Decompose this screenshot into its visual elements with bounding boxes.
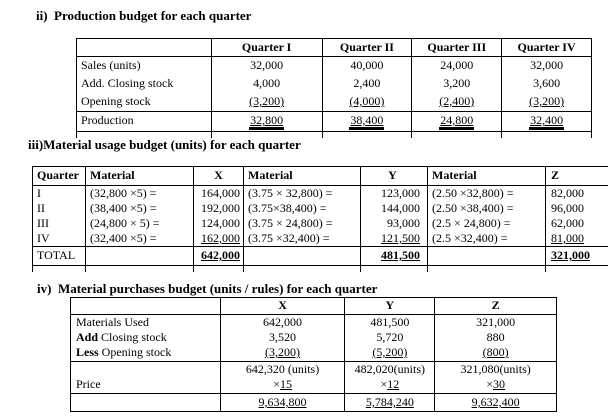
cell-value bbox=[221, 345, 346, 361]
units-subtotal: 482,020(units) bbox=[354, 362, 425, 376]
header-cell-blank bbox=[71, 298, 221, 314]
table-row-units-price bbox=[70, 362, 557, 394]
double-ruled-value: 38,400 bbox=[349, 113, 384, 130]
column-header-y: Y bbox=[345, 298, 435, 314]
column-header-x: X bbox=[221, 298, 346, 314]
cell-total bbox=[502, 112, 592, 131]
value-x bbox=[194, 231, 244, 246]
total-value: 9,634,800 bbox=[258, 395, 307, 409]
underlined-value: 162,000 bbox=[201, 231, 240, 245]
cell-value: 32,000 bbox=[502, 57, 592, 75]
underlined-value: (3,200) bbox=[529, 94, 565, 108]
units-price-cell bbox=[221, 362, 346, 393]
table-bottom-stub bbox=[32, 266, 608, 272]
cell-value: 3,600 bbox=[502, 75, 592, 93]
value-z: 82,000 bbox=[551, 186, 584, 200]
double-ruled-value: 32,800 bbox=[249, 113, 284, 130]
formula-y: (3.75×38,400) = bbox=[244, 201, 361, 216]
cell-value: 3,200 bbox=[412, 75, 502, 93]
cell-value: 32,000 bbox=[212, 57, 323, 75]
cell-value bbox=[323, 93, 413, 111]
cell-blank bbox=[244, 247, 361, 265]
underlined-value: (800) bbox=[482, 345, 509, 359]
column-header-material: Material bbox=[428, 167, 546, 185]
cell-value: 2,400 bbox=[323, 75, 413, 93]
row-label: Production bbox=[77, 112, 212, 131]
underlined-value: (4,000) bbox=[349, 94, 385, 108]
cell-blank bbox=[86, 247, 194, 265]
underlined-value: (2,400) bbox=[439, 94, 475, 108]
stub-cell bbox=[86, 266, 194, 272]
blank-line bbox=[76, 362, 217, 377]
value-y: 144,000 bbox=[361, 201, 428, 216]
table-row-quarter4 bbox=[32, 231, 608, 247]
column-header-quarter2: Quarter II bbox=[323, 39, 413, 56]
total-value: 321,000 bbox=[551, 248, 590, 262]
times-symbol: × bbox=[273, 377, 280, 391]
double-ruled-value: 24,800 bbox=[439, 113, 474, 130]
column-header-z: Z bbox=[435, 298, 557, 314]
table-row-materials-used bbox=[70, 315, 557, 330]
double-ruled-value: 32,400 bbox=[529, 113, 564, 130]
multiplier-value: 30 bbox=[493, 377, 505, 391]
stub-cell bbox=[33, 266, 86, 272]
column-header-y: Y bbox=[361, 167, 428, 185]
table-row-quarter2 bbox=[32, 201, 608, 216]
formula-x: (24,800 × 5) = bbox=[86, 216, 194, 231]
cell-value: 880 bbox=[435, 330, 557, 345]
cell-total bbox=[323, 112, 413, 131]
final-total bbox=[435, 394, 557, 411]
cell-value bbox=[502, 93, 592, 111]
section-title-production: ii) Production budget for each quarter bbox=[36, 8, 252, 23]
formula-z: (2.5 × 24,800) = bbox=[428, 216, 546, 231]
row-label bbox=[71, 315, 221, 330]
quarter-label: III bbox=[33, 216, 86, 231]
multiplier-value: 15 bbox=[279, 377, 292, 391]
table-row-opening-stock bbox=[76, 93, 592, 112]
label-text: Closing stock bbox=[98, 330, 167, 344]
value-z: 96,000 bbox=[551, 201, 584, 215]
units-price-cell bbox=[435, 362, 557, 393]
price-multiplier bbox=[224, 377, 342, 392]
cell-value: 481,500 bbox=[345, 315, 435, 330]
material-purchases-table bbox=[70, 297, 557, 412]
value-x: 124,000 bbox=[194, 216, 244, 231]
formula-z: (2.50 ×38,400) = bbox=[428, 201, 546, 216]
formula-x: (32,800 ×5) = bbox=[86, 186, 194, 201]
value-y: 93,000 bbox=[361, 216, 428, 231]
production-budget-table bbox=[76, 38, 592, 138]
value-z: 62,000 bbox=[551, 216, 584, 230]
total-value: 481,500 bbox=[381, 248, 420, 262]
value-z bbox=[546, 231, 608, 246]
price-label-cell bbox=[71, 362, 221, 393]
stub-cell bbox=[361, 266, 428, 272]
value-x: 192,000 bbox=[194, 201, 244, 216]
price-multiplier bbox=[438, 377, 553, 392]
total-value: 9,632,400 bbox=[471, 395, 520, 409]
table-row-sales bbox=[76, 57, 592, 75]
table-row-quarter3 bbox=[32, 216, 608, 231]
times-symbol: × bbox=[380, 377, 388, 391]
total-z bbox=[546, 247, 608, 265]
units-price-cell bbox=[345, 362, 435, 393]
cell-value: 5,720 bbox=[345, 330, 435, 345]
multiplier-value: 12 bbox=[387, 377, 400, 391]
times-symbol: × bbox=[486, 377, 493, 391]
units-subtotal: 642,320 (units) bbox=[245, 362, 320, 376]
cell-value bbox=[435, 345, 557, 361]
underlined-value: 81,000 bbox=[551, 231, 584, 245]
row-label bbox=[71, 345, 221, 361]
cell-value: 24,000 bbox=[412, 57, 502, 75]
value-y: 123,000 bbox=[361, 186, 428, 201]
cell-value: 321,000 bbox=[435, 315, 557, 330]
underlined-value: (5,200) bbox=[372, 345, 408, 359]
formula-z: (2.5 ×32,400) = bbox=[428, 231, 546, 246]
stub-cell bbox=[428, 266, 546, 272]
table-row-add-closing bbox=[70, 330, 557, 345]
quarter-label: II bbox=[33, 201, 86, 216]
quarter-label: I bbox=[33, 186, 86, 201]
formula-x: (38,400 ×5) = bbox=[86, 201, 194, 216]
units-subtotal: 321,080(units) bbox=[460, 362, 531, 376]
column-header-z: Z bbox=[551, 168, 560, 182]
label-text: Opening stock bbox=[98, 345, 172, 359]
table-row-quarter1 bbox=[32, 186, 608, 201]
formula-y: (3.75 × 32,800) = bbox=[244, 186, 361, 201]
formula-y: (3.75 × 24,800) = bbox=[244, 216, 361, 231]
cell-value: 642,000 bbox=[221, 315, 346, 330]
column-header-material: Material bbox=[244, 167, 361, 185]
table-row-production-total bbox=[76, 112, 592, 132]
total-y bbox=[361, 247, 428, 265]
cell-value: 3,520 bbox=[221, 330, 346, 345]
stub-cell bbox=[502, 132, 592, 138]
table-header-row bbox=[76, 39, 592, 57]
row-label bbox=[71, 330, 221, 345]
formula-z: (2.50 ×32,800) = bbox=[428, 186, 546, 201]
section-title-purchases: iv) Material purchases budget (units / rules) for each quarter bbox=[37, 281, 378, 296]
table-row-less-opening bbox=[70, 345, 557, 362]
total-value: 5,784,240 bbox=[365, 395, 414, 409]
cell-blank bbox=[428, 247, 546, 265]
column-header-quarter3: Quarter III bbox=[412, 39, 502, 56]
row-label: Add. Closing stock bbox=[77, 75, 212, 93]
quarter-label: IV bbox=[33, 231, 86, 246]
total-value: 642,000 bbox=[201, 248, 240, 262]
table-row-final-total bbox=[70, 394, 557, 412]
cell-total bbox=[412, 112, 502, 131]
cell-value: 4,000 bbox=[212, 75, 323, 93]
cell-value bbox=[412, 93, 502, 111]
underlined-value: (3,200) bbox=[265, 345, 301, 359]
final-total bbox=[345, 394, 435, 411]
stub-cell bbox=[546, 266, 608, 272]
stub-cell bbox=[244, 266, 361, 272]
formula-x: (32,400 ×5) = bbox=[86, 231, 194, 246]
table-header-row bbox=[70, 298, 557, 315]
underlined-value: (3,200) bbox=[249, 94, 285, 108]
cell-value bbox=[212, 93, 323, 111]
cell-total bbox=[212, 112, 323, 131]
price-multiplier bbox=[348, 377, 431, 392]
label-text: Materials Used bbox=[76, 315, 149, 329]
cell-blank bbox=[71, 394, 221, 411]
price-label: Price bbox=[76, 377, 101, 391]
value-y bbox=[361, 231, 428, 246]
total-x bbox=[194, 247, 244, 265]
column-header-material: Material bbox=[86, 167, 194, 185]
column-header-quarter: Quarter bbox=[33, 167, 86, 185]
column-header-x: X bbox=[194, 167, 244, 185]
cell-value bbox=[345, 345, 435, 361]
column-header-quarter1: Quarter I bbox=[212, 39, 323, 56]
final-total bbox=[221, 394, 346, 411]
stub-cell bbox=[194, 266, 244, 272]
value-x: 164,000 bbox=[194, 186, 244, 201]
cell-value: 40,000 bbox=[323, 57, 413, 75]
material-usage-table bbox=[32, 166, 608, 272]
row-label: Sales (units) bbox=[77, 57, 212, 75]
table-header-row bbox=[32, 167, 608, 186]
underlined-value: 121,500 bbox=[381, 231, 420, 245]
section-title-usage: iii)Material usage budget (units) for each quarter bbox=[28, 137, 301, 152]
row-label: Opening stock bbox=[77, 93, 212, 111]
table-row-total bbox=[32, 247, 608, 266]
stub-cell bbox=[412, 132, 502, 138]
label-bold-part: Add bbox=[76, 330, 99, 344]
table-row-closing-stock bbox=[76, 75, 592, 93]
formula-y: (3.75 ×32,400) = bbox=[244, 231, 361, 246]
label-bold-part: Less bbox=[76, 345, 99, 359]
header-cell-blank bbox=[77, 39, 212, 56]
stub-cell bbox=[323, 132, 413, 138]
total-label: TOTAL bbox=[33, 247, 86, 265]
column-header-quarter4: Quarter IV bbox=[502, 39, 592, 56]
